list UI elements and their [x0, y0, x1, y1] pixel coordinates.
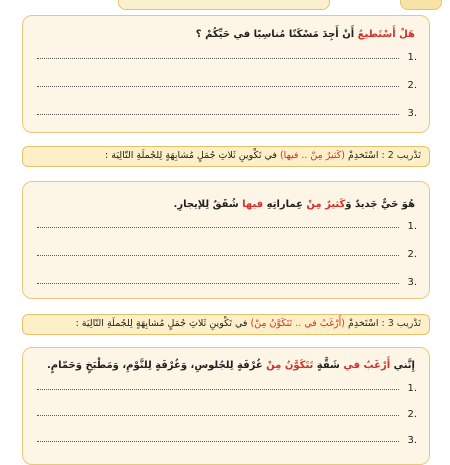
dotted-line [37, 441, 399, 442]
exercise-box-3 [22, 347, 430, 465]
dotted-line [37, 415, 399, 416]
model-sentence [33, 360, 415, 371]
dotted-line [37, 283, 399, 284]
sentence-highlight: فيها [242, 199, 264, 210]
sentence-part: هُوَ حَيٌّ جَديدٌ وَ [345, 199, 415, 210]
sentence-part: غُرْفَةٍ لِلجُلوسِ، وَغُرْفَةٍ لِلنَّوْمِ، وَمَطْبَخٍ وَحَمّامٍ. [46, 360, 267, 371]
answer-line-3[interactable] [37, 277, 417, 292]
answer-line-1[interactable] [37, 52, 417, 67]
instruction-text-end: في تَكْوينِ ثَلاثِ جُمَلٍ مُشابِهَةٍ لِلجُملَةِ التّالِيَة : [75, 318, 251, 329]
instruction-text: اسْتَخدِمْ [344, 318, 382, 329]
cutoff-label [400, 0, 442, 10]
answer-line-3[interactable] [37, 435, 417, 450]
exercise-box-1 [22, 15, 430, 133]
answer-number: 2. [407, 409, 417, 420]
dotted-line [37, 227, 399, 228]
answer-number: 2. [407, 80, 417, 91]
answer-number: 3. [407, 277, 417, 288]
answer-line-1[interactable] [37, 383, 417, 398]
cutoff-banner [118, 0, 330, 10]
dotted-line [37, 58, 399, 59]
dotted-line [37, 86, 399, 87]
question-highlight: هَلْ أَسْتَطيعُ [357, 29, 415, 40]
dotted-line [37, 389, 399, 390]
answer-line-2[interactable] [37, 80, 417, 95]
training-label: تَدْريب 2 : [381, 150, 421, 161]
answer-line-2[interactable] [37, 249, 417, 264]
sentence-part: شَقَّةٍ [313, 360, 344, 371]
answer-number: 3. [407, 435, 417, 446]
training-2-banner [22, 146, 430, 167]
instruction-text: اسْتَخدِمْ [344, 150, 382, 161]
answer-number: 3. [407, 108, 417, 119]
instruction-highlight: (أَرْغَبُ في .. تَتَكَوَّنُ مِنْ) [250, 318, 345, 329]
instruction-text-end: في تَكْوينِ ثَلاثِ جُمَلٍ مُشابِهَةٍ لِلجُملَةِ التّالِيَة : [105, 150, 280, 161]
dotted-line [37, 114, 399, 115]
sentence-part: عِماراتِهِ [263, 199, 307, 210]
question-text [33, 29, 415, 40]
sentence-part: شُقَقٌ لِلإيجارِ. [173, 199, 243, 210]
question-rest: أَنْ أَجِدَ مَسْكَنًا مُناسِبًا في حَيِّكُمْ ؟ [195, 29, 358, 40]
answer-number: 1. [407, 52, 417, 63]
answer-number: 1. [407, 221, 417, 232]
answer-number: 2. [407, 249, 417, 260]
answer-line-3[interactable] [37, 108, 417, 123]
training-label: تَدْريب 3 : [381, 318, 421, 329]
sentence-highlight: كَثيرٌ مِنْ [306, 199, 346, 210]
dotted-line [37, 255, 399, 256]
sentence-highlight: أَرْغَبُ في [343, 360, 391, 371]
answer-number: 1. [407, 383, 417, 394]
answer-line-2[interactable] [37, 409, 417, 424]
answer-line-1[interactable] [37, 221, 417, 236]
top-cutoff-strip [0, 0, 450, 14]
sentence-highlight: تَتَكَوَّنُ مِنْ [266, 360, 314, 371]
instruction-highlight: (كَثيرٌ مِنْ .. فيها) [279, 150, 345, 161]
sentence-part: إِنَّني [390, 360, 415, 371]
training-3-banner [22, 314, 430, 335]
model-sentence [33, 199, 415, 210]
exercise-box-2 [22, 181, 430, 299]
